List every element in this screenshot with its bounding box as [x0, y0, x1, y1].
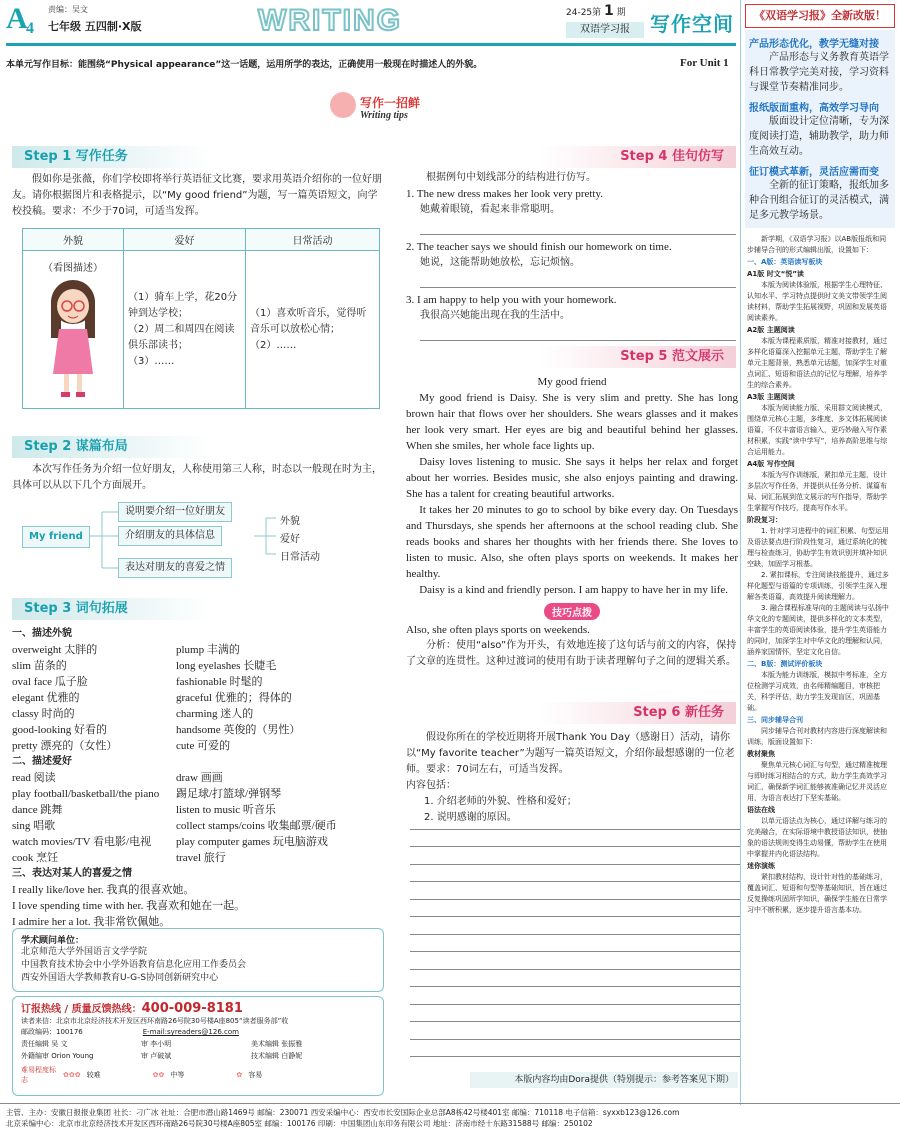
edition-guide	[745, 228, 895, 916]
guide-text: 2. 紧扣课标，专注阅读技能提升，通过多样化题型与语篇的专项训练，引领学生深入理解各类语篇，高效提升阅读理解力。	[747, 571, 889, 601]
footer-line: 北京采编中心：北京市北京经济技术开发区西环南路26号院30号楼A座805室 邮编：100176 印刷：中国集团山东印务有限公司 地址：济南市经十东路31588号 邮编：250102	[6, 1119, 593, 1128]
look-cell	[23, 251, 124, 409]
girl-illustration	[23, 274, 123, 402]
guide-text: 本版为课程素质版，精准对接教材，通过多样化语篇深入挖掘单元主题，帮助学生了解单元主题背景，熟悉单元话题，加深学生对重点词汇、短语和语法点的记忆与理解，培养学生的综合素养。	[747, 337, 887, 389]
answer-line[interactable]	[420, 271, 736, 288]
staff-grid: 责任编辑 吴 文 审 李小明 美术编辑 张振雅 外籍编审 Orion Young 审 卢破斌 技术编辑 白静妮	[21, 1040, 303, 1060]
grade-edition: 七年级 五四制·X版	[48, 20, 142, 33]
diagram-sub: 日常活动	[280, 552, 320, 563]
advisor-box	[12, 928, 384, 992]
info-table	[22, 228, 380, 409]
hotline-number: 400-009-8181	[141, 1001, 243, 1016]
example-en: 2. The teacher says we should finish our homework on time.	[406, 241, 672, 253]
example-en: 1. The new dress makes her look very pretty.	[406, 188, 604, 200]
vocab-col: plump 丰满的 long eyelashes 长睫毛 fashionable 时髦的 graceful 优雅的；得体的 charming 迷人的 handsome 英俊的（男性） cute 可爱的	[176, 644, 301, 752]
guide-text: 聚焦单元核心词汇与句型，通过精准梳理与即时练习相结合的方式，助力学生高效学习词汇，确保新学词汇能够被准确记忆并灵活应用，为语言表达打下坚实基础。	[747, 761, 887, 802]
vocab-section: 二、描述爱好	[12, 756, 72, 767]
diagram-box: 表达对朋友的喜爱之情	[118, 558, 232, 578]
table-header: 日常活动	[246, 229, 380, 251]
step6-text: 假设你所在的学校近期将开展Thank You Day（感谢日）活动，请你以“My favorite teacher”为题写一篇英语短文，介绍你最想感谢的一位老师。要求：70词左右，可适当发挥。	[406, 732, 735, 775]
guide-subhead: 阶段复习：	[747, 516, 782, 524]
step1-header: Step 1 写作任务	[12, 146, 212, 168]
content-point: 1. 介绍老师的外貌、性格和爱好；	[424, 796, 577, 807]
vocab-section: 三、表达对某人的喜爱之情	[12, 868, 132, 879]
hobby-item: （3）……	[128, 355, 175, 367]
guide-heading: 一、A版：英语读写板块	[747, 258, 823, 266]
tips-title: 写作一招鲜	[360, 96, 421, 110]
page-number: 4	[26, 20, 34, 37]
paper-name: 双语学习报	[566, 22, 644, 38]
answer-line[interactable]	[420, 218, 736, 235]
unit-label: For Unit 1	[680, 57, 729, 69]
tips-subtitle: Writing tips	[360, 110, 408, 121]
sentence-list: I really like/love her. 我真的很喜欢她。 I love spending time with her. 我喜欢和她在一起。 I admire her a lot. 我非常钦佩她。	[12, 884, 246, 928]
guide-text: 本版为写作训练版，紧扣单元主题，设计多层次写作任务，并提供从任务分析、谋篇布局、词汇拓展到范文展示的写作指导，帮助学生掌握写作技巧，提高写作水平。	[747, 471, 887, 512]
hotline-label: 订报热线 / 质量反馈热线：	[21, 1004, 142, 1015]
daily-cell	[246, 251, 380, 409]
writing-tips-badge	[330, 92, 480, 128]
step4-header: Step 4 佳句仿写	[540, 146, 736, 168]
essay-para: Daisy is a kind and friendly person. I am happy to have her in my life.	[419, 584, 729, 596]
promo-heading: 征订模式革新，灵活应需而变	[749, 167, 879, 178]
star-icon: ✿✿	[152, 1071, 165, 1079]
guide-text: 紧扣教材结构，设计针对性的基础练习，覆盖词汇、短语和句型等基础知识，旨在通过反复操练巩固所学知识，确保学生能在日常学习中不断积累，逐步提升语言基本功。	[747, 873, 887, 914]
guide-text: 同步辅导合刊对教材内容进行深度解读和训练，版面设置如下：	[747, 727, 887, 746]
promo-heading: 报纸版面重构，高效学习导向	[749, 103, 879, 114]
skill-label: 技巧点拨	[544, 603, 600, 620]
daily-item: （2）……	[250, 339, 297, 351]
guide-subhead: 迷你演练	[747, 862, 775, 870]
column-title: 写作空间	[650, 12, 734, 36]
step2-text: 本次写作任务为介绍一位好朋友，人称使用第三人称，时态以一般现在时为主，具体可以从以下几个方面展开。	[12, 464, 382, 491]
daily-item: （1）喜欢听音乐，觉得听音乐可以放松心情；	[250, 307, 367, 335]
content-point: 2. 说明感谢的原因。	[424, 812, 517, 823]
guide-text: 以单元语法点为核心，通过详解与练习的完美融合，在实际语境中教授语法知识，使抽象的语法规则变得生动易懂，帮助学生在使用中掌握并内化语法结构。	[747, 817, 887, 858]
content-label: 内容包括：	[406, 780, 456, 791]
hobby-item: （2）周二和周四在阅读俱乐部读书；	[128, 323, 235, 351]
difficulty-legend: 难易程度标 志 ✿✿✿ 较难 ✿✿ 中等 ✿ 容易	[21, 1066, 263, 1084]
promo-block	[745, 30, 895, 228]
step4-body	[406, 170, 736, 341]
table-header: 外貌	[23, 229, 124, 251]
diagram-sub: 外貌	[280, 516, 300, 527]
vocab-group	[12, 770, 382, 866]
step4-intro: 根据例句中划线部分的结构进行仿写。	[426, 172, 596, 183]
skill-badge	[406, 603, 738, 620]
guide-intro: 新学期，《双语学习报》以AB版报纸和同步辅导合刊的形式编辑出版，设置如下：	[747, 235, 887, 254]
writing-watermark: WRITING	[258, 4, 402, 37]
hobby-cell	[124, 251, 246, 409]
answer-line[interactable]	[420, 324, 736, 341]
advisor-line: 中国教育技术协会中小学外语教育信息化应用工作委员会	[21, 960, 247, 970]
guide-subhead: A3版 主题阅读	[747, 393, 795, 401]
table-header: 爱好	[124, 229, 246, 251]
example-cn: 她说，这能帮助她放松，忘记烦恼。	[420, 257, 580, 268]
hobby-item: （1）骑车上学，花20分钟到达学校；	[128, 291, 238, 319]
step6-header: Step 6 新任务	[540, 702, 736, 724]
example-cn: 我很高兴她能出现在我的生活中。	[420, 310, 570, 321]
reader-address: 读者来信：北京市北京经济技术开发区西环南路26号院30号楼A座805“读者服务部”收	[21, 1017, 289, 1025]
promo-text: 产品形态与义务教育英语学科日常教学完美对接，学习资料与课堂节奏精准同步。	[749, 52, 889, 93]
diagram-center: My friend	[22, 526, 90, 548]
footer-rule	[0, 1103, 900, 1104]
guide-subhead: A1版 时文“悦”读	[747, 270, 804, 278]
issue-info: 24-25第 1 期	[566, 3, 626, 19]
writing-lines[interactable]	[410, 812, 740, 1057]
guide-subhead: A4版 写作空间	[747, 460, 795, 468]
guide-heading: 二、B版：测试评价板块	[747, 660, 823, 668]
essay-title: My good friend	[537, 376, 607, 388]
skill-sentence: Also, she often plays sports on weekends.	[406, 624, 590, 636]
content-provider: 本版内容均由Dora提供（特别提示：参考答案见下期）	[470, 1072, 738, 1088]
look-hint: （看图描述）	[43, 263, 103, 274]
structure-diagram	[22, 500, 382, 600]
step2-header: Step 2 谋篇布局	[12, 436, 212, 458]
guide-text: 3. 融合课程标准导向的主题阅读与弘扬中华文化的专题阅读，提供多样化的文本类型，丰富学生的英语阅读体验，提升学生英语能力的同时，加深学生对中华文化的理解和认同，涵养家国情怀，坚定文化自信。	[747, 604, 889, 656]
example-en: 3. I am happy to help you with your homework.	[406, 294, 617, 306]
vocab-col: draw 画画 踢足球/打篮球/弹钢琴 listen to music 听音乐 collect stamps/coins 收集邮票/硬币 play computer games 玩电脑游戏 travel 旅行	[176, 772, 337, 864]
essay-para: Daisy loves listening to music. She says it helps her relax and forget about her worries. Besides music, she also enjoys painting and drawing. She has a talent for creating beautiful artworks.	[406, 456, 738, 500]
step1-task: 假如你是张薇，你们学校即将举行英语征文比赛，要求用英语介绍你的一位好朋友。请你根据图片和表格提示，以“My good friend”为题，写一篇英语短文，向学校投稿。要求：不少于70词，可适当发挥。	[12, 174, 382, 217]
email-link[interactable]: E-mail:syreaders@126.com	[142, 1028, 239, 1036]
diagram-sub: 爱好	[280, 534, 300, 545]
diagram-box: 介绍朋友的具体信息	[118, 526, 222, 546]
editor: 责编：吴文	[48, 5, 88, 14]
header-rule	[6, 43, 736, 46]
guide-text: 本版为能力训练版，模拟中考标准，全方位检测学习成效，由名师精编题目，审核把关，科学评估，助力学生发现盲区，巩固基础。	[747, 671, 887, 712]
hotline-box	[12, 996, 384, 1096]
promo-text: 全新的征订策略，报纸加多种合刊组合征订的灵活模式，满足多元教学场景。	[749, 180, 889, 221]
vocab-group	[12, 642, 382, 754]
vocab-col: overweight 太胖的 slim 苗条的 oval face 瓜子脸 elegant 优雅的 classy 时尚的 good-looking 好看的 pretty 漂亮的（女性）	[12, 644, 118, 752]
guide-text: 本版为阅读能力版，采用群文阅读模式，围绕单元核心主题，多维度、多文体拓展阅读语篇，不仅丰富语言输入，更巧妙融入写作素材积累，实践“读中学写”，培养高阶思维与综合运用能力。	[747, 404, 888, 456]
guide-subhead: 语法在线	[747, 806, 775, 814]
essay-para: It takes her 20 minutes to go to school by bike every day. On Tuesdays and Thursdays, she spends her afternoons at the school reading club. She reads books and shares her thoughts with her friends there. She loves to listen to music. Also, she often plays sports on weekends. It makes her healthy.	[406, 504, 738, 580]
advisor-line: 西安外国语大学教师教育U-G-S协同创新研究中心	[21, 973, 219, 983]
guide-text: 本版为阅读体验版，根据学生心理特征、认知水平、学习特点提供时文美文带领学生阅读材料，帮助学生拓展视野，巩固和发展英语阅读素养。	[747, 281, 887, 322]
guide-heading: 三、同步辅导合刊	[747, 716, 803, 724]
footer-line: 主管、主办：安徽日报报业集团 社长：刁广冰 社址：合肥市潜山路1469号 邮编：230071 西安采编中心：西安市长安国际企业总部A8栋42号楼401室 邮编：710118 电子信箱：syxxb123@126.com	[6, 1108, 680, 1117]
diagram-box: 说明要介绍一位好朋友	[118, 502, 232, 522]
vocab-col: read 阅读 play football/basketball/the piano dance 跳舞 sing 唱歌 watch movies/TV 看电影/电视 cook 烹饪	[12, 772, 160, 864]
promo-text: 版面设计定位清晰，专为深度阅读打造，辅助教学，助力师生高效互动。	[749, 116, 889, 157]
column-divider	[740, 0, 741, 1105]
example-cn: 她戴着眼镜，看起来非常聪明。	[420, 204, 560, 215]
step3-header: Step 3 词句拓展	[12, 598, 212, 620]
guide-text: 1. 针对学习进程中的词汇积累、句型运用及语法要点进行阶段性复习，通过系统化的梳理与检查练习，协助学生有效识别并填补知识空缺，加固学习根基。	[747, 527, 889, 568]
page-letter: A	[6, 2, 28, 35]
model-essay	[406, 374, 738, 670]
right-sidebar	[745, 30, 895, 1102]
step5-header: Step 5 范文展示	[540, 346, 736, 368]
star-icon: ✿✿✿	[63, 1071, 81, 1079]
guide-subhead: 教材聚焦	[747, 750, 775, 758]
vocab-section: 一、描述外貌	[12, 628, 72, 639]
revision-banner: 《双语学习报》全新改版！	[745, 4, 895, 28]
guide-subhead: A2版 主题阅读	[747, 326, 795, 334]
promo-heading: 产品形态优化，教学无缝对接	[749, 39, 879, 50]
vocab-list	[12, 626, 382, 928]
postcode: 邮政编码：100176	[21, 1028, 83, 1036]
essay-para: My good friend is Daisy. She is very slim and pretty. She has long brown hair that flows over her shoulders. She wears glasses and it makes her look very smart. Her eyes are big and beautiful behind her glasses. When she smiles, her whole face lights up.	[406, 392, 738, 452]
unit-goal: 本单元写作目标：能围绕“Physical appearance”这一话题，运用所学的表达，正确使用一般现在时描述人的外貌。	[6, 60, 483, 70]
advisor-line: 北京师范大学外国语言文学学院	[21, 947, 148, 957]
skill-analysis: 分析：使用“also”作为开头，有效地连接了这句话与前文的内容，保持了文章的连贯性。这种过渡词的使用有助于读者理解句子之间的逻辑关系。	[406, 640, 737, 667]
pencil-bubble-icon	[330, 92, 356, 118]
advisor-title: 学术顾问单位：	[21, 936, 85, 946]
star-icon: ✿	[236, 1071, 243, 1079]
